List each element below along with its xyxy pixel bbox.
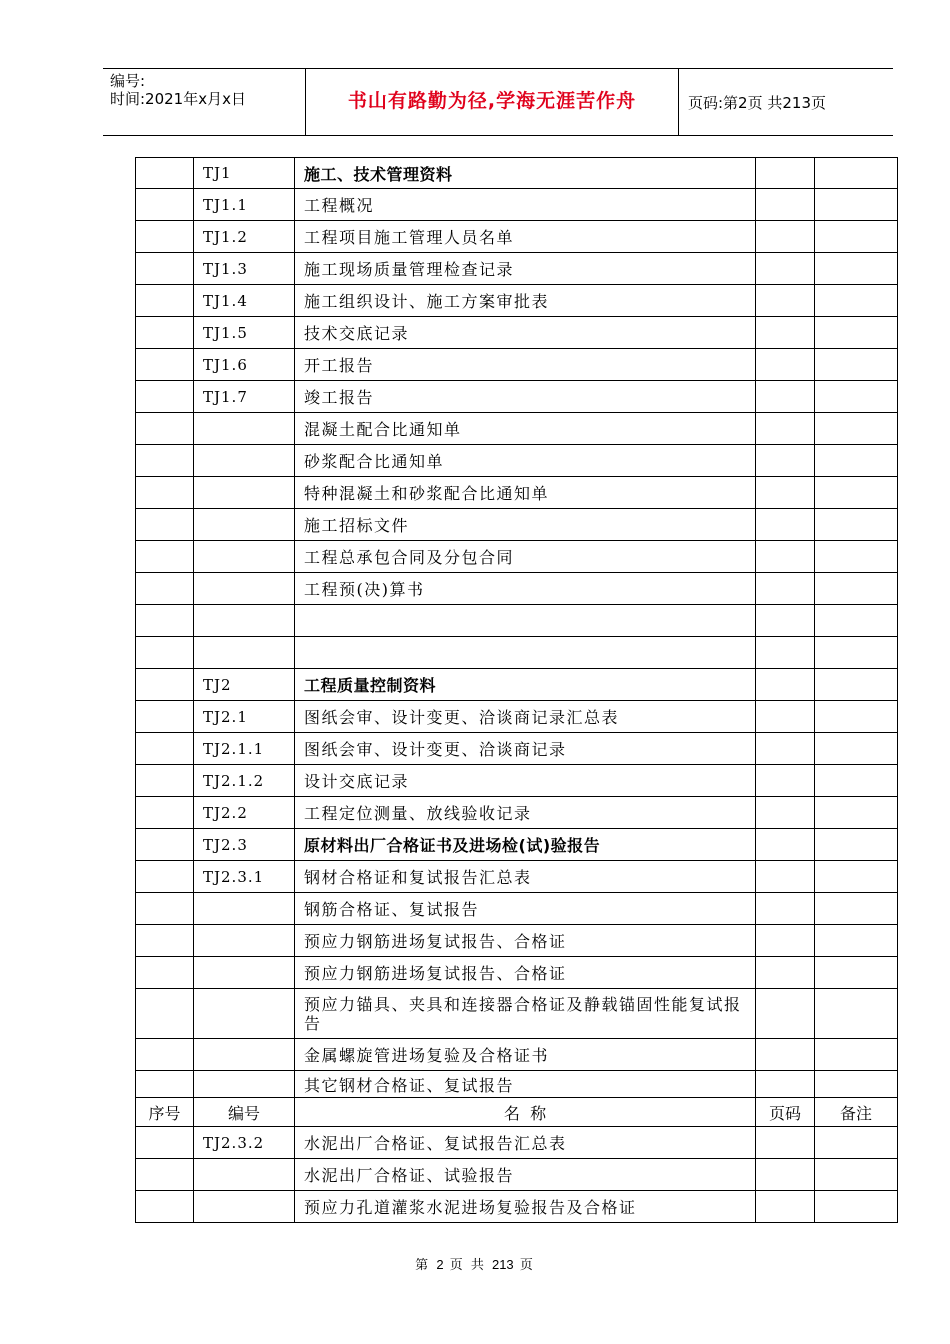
table-row — [136, 605, 898, 637]
table-row — [136, 477, 898, 509]
remark-cell — [815, 701, 898, 733]
table-row — [136, 1071, 898, 1098]
name-cell: 施工组织设计、施工方案审批表 — [295, 285, 756, 317]
name-cell: 竣工报告 — [295, 381, 756, 413]
page-cell — [756, 413, 815, 445]
page-cell — [756, 1039, 815, 1071]
table-row — [136, 733, 898, 765]
name-cell: 工程概况 — [295, 189, 756, 221]
seq-cell — [136, 381, 194, 413]
page-cell — [756, 189, 815, 221]
code-cell: TJ1.2 — [194, 221, 295, 253]
seq-cell — [136, 573, 194, 605]
seq-header: 序号 — [136, 1098, 194, 1127]
remark-cell — [815, 509, 898, 541]
page-cell — [756, 1071, 815, 1098]
code-cell: TJ1.3 — [194, 253, 295, 285]
code-cell — [194, 1039, 295, 1071]
page-cell — [756, 861, 815, 893]
code-cell — [194, 1191, 295, 1223]
remark-cell — [815, 829, 898, 861]
remark-cell — [815, 349, 898, 381]
seq-cell — [136, 541, 194, 573]
table-row — [136, 573, 898, 605]
name-cell: 预应力锚具、夹具和连接器合格证及静载锚固性能复试报告 — [295, 989, 756, 1039]
seq-cell — [136, 1159, 194, 1191]
page-cell — [756, 733, 815, 765]
table-row — [136, 445, 898, 477]
code-cell — [194, 413, 295, 445]
code-cell — [194, 989, 295, 1039]
remark-cell — [815, 957, 898, 989]
remark-cell — [815, 1039, 898, 1071]
seq-cell — [136, 701, 194, 733]
remark-cell — [815, 221, 898, 253]
seq-cell — [136, 733, 194, 765]
page-cell — [756, 669, 815, 701]
footer-middle: 页 共 — [449, 1258, 486, 1273]
name-cell: 工程总承包合同及分包合同 — [295, 541, 756, 573]
table-row — [136, 1039, 898, 1071]
remark-cell — [815, 1159, 898, 1191]
seq-cell — [136, 413, 194, 445]
seq-cell — [136, 669, 194, 701]
seq-cell — [136, 829, 194, 861]
code-cell — [194, 541, 295, 573]
name-cell: 预应力钢筋进场复试报告、合格证 — [295, 925, 756, 957]
seq-cell — [136, 797, 194, 829]
name-cell: 图纸会审、设计变更、洽谈商记录 — [295, 733, 756, 765]
table-row — [136, 381, 898, 413]
seq-cell — [136, 477, 194, 509]
name-cell: 特种混凝土和砂浆配合比通知单 — [295, 477, 756, 509]
seq-cell — [136, 349, 194, 381]
name-cell: 施工、技术管理资料 — [295, 158, 756, 189]
code-cell: TJ2.2 — [194, 797, 295, 829]
code-cell — [194, 509, 295, 541]
page-cell — [756, 1159, 815, 1191]
table-row — [136, 861, 898, 893]
table-row — [136, 221, 898, 253]
seq-cell — [136, 925, 194, 957]
header-top-rule — [103, 68, 893, 69]
table-row — [136, 829, 898, 861]
name-cell: 水泥出厂合格证、复试报告汇总表 — [295, 1127, 756, 1159]
page-footer — [0, 1254, 950, 1273]
header-bottom-rule — [103, 135, 893, 136]
header-meta — [110, 72, 246, 108]
code-cell: TJ1.6 — [194, 349, 295, 381]
seq-cell — [136, 1127, 194, 1159]
table-row — [136, 1191, 898, 1223]
code-cell: TJ2 — [194, 669, 295, 701]
remark-cell — [815, 1127, 898, 1159]
name-cell: 钢筋合格证、复试报告 — [295, 893, 756, 925]
seq-cell — [136, 1191, 194, 1223]
page-cell — [756, 221, 815, 253]
code-cell: TJ2.3.2 — [194, 1127, 295, 1159]
page-cell — [756, 1191, 815, 1223]
footer-prefix: 第 — [415, 1258, 431, 1273]
seq-cell — [136, 158, 194, 189]
remark-cell — [815, 989, 898, 1039]
header-divider-2 — [678, 68, 679, 136]
seq-cell — [136, 893, 194, 925]
page-cell — [756, 541, 815, 573]
code-cell: TJ1.1 — [194, 189, 295, 221]
table-row — [136, 765, 898, 797]
table-row — [136, 669, 898, 701]
page-cell — [756, 893, 815, 925]
page-cell — [756, 509, 815, 541]
seq-cell — [136, 1039, 194, 1071]
page-cell — [756, 701, 815, 733]
name-cell: 金属螺旋管进场复验及合格证书 — [295, 1039, 756, 1071]
code-header: 编号 — [194, 1098, 295, 1127]
remark-cell — [815, 573, 898, 605]
code-cell: TJ2.3.1 — [194, 861, 295, 893]
name-cell — [295, 605, 756, 637]
seq-cell — [136, 253, 194, 285]
remark-cell — [815, 477, 898, 509]
seq-cell — [136, 765, 194, 797]
code-cell: TJ2.3 — [194, 829, 295, 861]
name-cell: 工程项目施工管理人员名单 — [295, 221, 756, 253]
page-cell — [756, 317, 815, 349]
header-page-label: 页码:第2页 共213页 — [688, 94, 826, 112]
table-row — [136, 1159, 898, 1191]
code-cell — [194, 573, 295, 605]
footer-total-pages: 213 — [491, 1257, 514, 1272]
name-cell: 水泥出厂合格证、试验报告 — [295, 1159, 756, 1191]
page-cell — [756, 605, 815, 637]
seq-cell — [136, 285, 194, 317]
page-cell — [756, 573, 815, 605]
seq-cell — [136, 989, 194, 1039]
name-cell: 钢材合格证和复试报告汇总表 — [295, 861, 756, 893]
remark-cell — [815, 317, 898, 349]
page-cell — [756, 829, 815, 861]
name-cell: 设计交底记录 — [295, 765, 756, 797]
name-cell: 砂浆配合比通知单 — [295, 445, 756, 477]
seq-cell — [136, 861, 194, 893]
page-cell — [756, 285, 815, 317]
name-cell: 开工报告 — [295, 349, 756, 381]
code-cell: TJ1.7 — [194, 381, 295, 413]
code-cell — [194, 445, 295, 477]
footer-page-number: 2 — [436, 1257, 444, 1272]
name-cell: 工程预(决)算书 — [295, 573, 756, 605]
header-number-label: 编号: — [110, 72, 146, 90]
seq-cell — [136, 221, 194, 253]
remark-cell — [815, 925, 898, 957]
table-row — [136, 413, 898, 445]
seq-cell — [136, 605, 194, 637]
code-cell — [194, 477, 295, 509]
remark-cell — [815, 605, 898, 637]
remark-cell — [815, 413, 898, 445]
remark-cell — [815, 285, 898, 317]
code-cell — [194, 637, 295, 669]
remark-cell — [815, 1191, 898, 1223]
name-cell: 施工现场质量管理检查记录 — [295, 253, 756, 285]
remark-cell — [815, 861, 898, 893]
document-index-table — [135, 157, 898, 1223]
header-time-label: 时间:2021年x月x日 — [110, 90, 246, 108]
name-header: 名 称 — [295, 1098, 756, 1127]
table-row — [136, 637, 898, 669]
table-row — [136, 797, 898, 829]
header-motto: 书山有路勤为径,学海无涯苦作舟 — [347, 90, 637, 112]
table-row — [136, 989, 898, 1039]
seq-cell — [136, 957, 194, 989]
table-row — [136, 285, 898, 317]
remark-cell — [815, 797, 898, 829]
page-cell — [756, 1127, 815, 1159]
page-cell — [756, 158, 815, 189]
page-cell — [756, 381, 815, 413]
name-cell: 其它钢材合格证、复试报告 — [295, 1071, 756, 1098]
page-cell — [756, 349, 815, 381]
table-row — [136, 189, 898, 221]
table-row — [136, 158, 898, 189]
remark-cell — [815, 765, 898, 797]
name-cell: 原材料出厂合格证书及进场检(试)验报告 — [295, 829, 756, 861]
name-cell — [295, 637, 756, 669]
page-cell — [756, 765, 815, 797]
footer-suffix: 页 — [519, 1258, 535, 1273]
remark-cell — [815, 637, 898, 669]
name-cell: 预应力孔道灌浆水泥进场复验报告及合格证 — [295, 1191, 756, 1223]
seq-cell — [136, 1071, 194, 1098]
page-cell — [756, 253, 815, 285]
page-cell — [756, 797, 815, 829]
page-cell — [756, 637, 815, 669]
code-cell — [194, 1071, 295, 1098]
seq-cell — [136, 189, 194, 221]
code-cell — [194, 957, 295, 989]
code-cell: TJ1.4 — [194, 285, 295, 317]
name-cell: 施工招标文件 — [295, 509, 756, 541]
page-cell — [756, 445, 815, 477]
table-header-row — [136, 1098, 898, 1127]
name-cell: 混凝土配合比通知单 — [295, 413, 756, 445]
remark-cell — [815, 445, 898, 477]
code-cell: TJ2.1 — [194, 701, 295, 733]
seq-cell — [136, 509, 194, 541]
table-row — [136, 317, 898, 349]
table-row — [136, 1127, 898, 1159]
code-cell — [194, 1159, 295, 1191]
remark-cell — [815, 253, 898, 285]
remark-cell — [815, 669, 898, 701]
remark-cell — [815, 893, 898, 925]
remark-header: 备注 — [815, 1098, 898, 1127]
table-row — [136, 541, 898, 573]
table-row — [136, 925, 898, 957]
table-row — [136, 957, 898, 989]
seq-cell — [136, 317, 194, 349]
name-cell: 技术交底记录 — [295, 317, 756, 349]
remark-cell — [815, 381, 898, 413]
code-cell: TJ1 — [194, 158, 295, 189]
seq-cell — [136, 445, 194, 477]
name-cell: 工程质量控制资料 — [295, 669, 756, 701]
code-cell — [194, 925, 295, 957]
code-cell — [194, 605, 295, 637]
name-cell: 图纸会审、设计变更、洽谈商记录汇总表 — [295, 701, 756, 733]
code-cell: TJ2.1.1 — [194, 733, 295, 765]
code-cell: TJ2.1.2 — [194, 765, 295, 797]
code-cell — [194, 893, 295, 925]
remark-cell — [815, 189, 898, 221]
table-row — [136, 701, 898, 733]
remark-cell — [815, 158, 898, 189]
table-row — [136, 253, 898, 285]
page-cell — [756, 989, 815, 1039]
name-cell: 工程定位测量、放线验收记录 — [295, 797, 756, 829]
page-cell — [756, 477, 815, 509]
page-header: 页码 — [756, 1098, 815, 1127]
remark-cell — [815, 733, 898, 765]
code-cell: TJ1.5 — [194, 317, 295, 349]
seq-cell — [136, 637, 194, 669]
remark-cell — [815, 1071, 898, 1098]
table-row — [136, 893, 898, 925]
page-cell — [756, 957, 815, 989]
remark-cell — [815, 541, 898, 573]
table-row — [136, 349, 898, 381]
table-row — [136, 509, 898, 541]
page-cell — [756, 925, 815, 957]
name-cell: 预应力钢筋进场复试报告、合格证 — [295, 957, 756, 989]
